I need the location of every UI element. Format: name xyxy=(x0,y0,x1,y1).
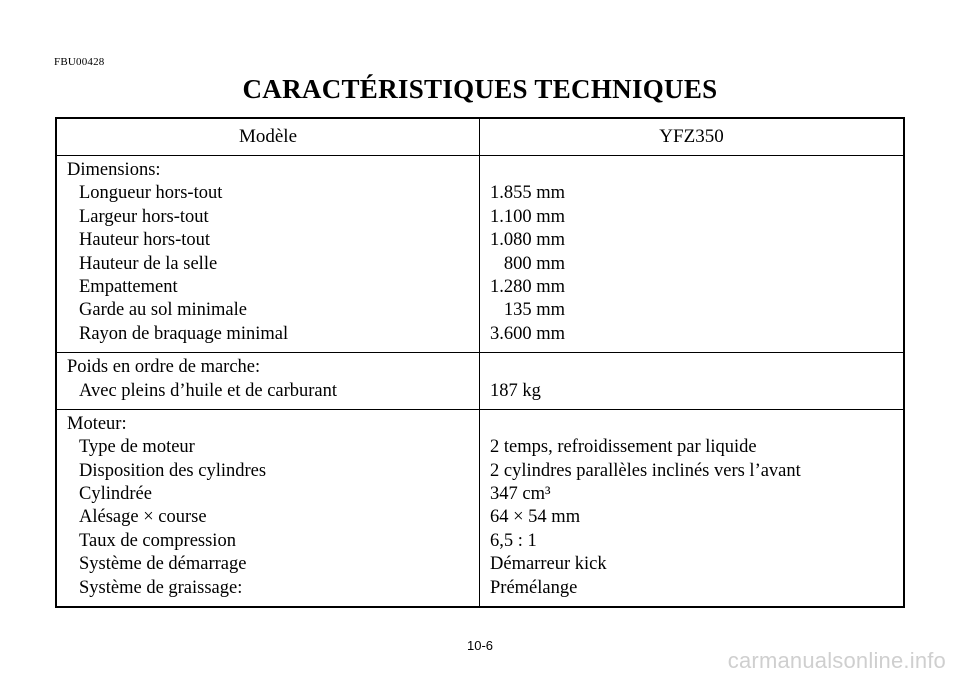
spacer xyxy=(490,356,903,379)
section-heading: Dimensions: xyxy=(67,160,161,180)
spacer xyxy=(490,159,903,182)
watermark: carmanualsonline.info xyxy=(727,648,946,673)
spec-value: 64 × 54 mm xyxy=(490,507,581,528)
table-header-row xyxy=(57,119,903,155)
spec-label: Empattement xyxy=(79,276,178,297)
spec-label: Avec pleins d’huile et de carburant xyxy=(79,380,338,401)
spec-value: Prémélange xyxy=(490,577,578,598)
section-heading: Poids en ordre de marche: xyxy=(67,357,261,378)
spec-label: Système de démarrage xyxy=(79,554,247,575)
spec-label: Largeur hors-tout xyxy=(79,206,209,227)
spec-value: 6,5 : 1 xyxy=(490,530,537,551)
engine-values xyxy=(480,410,903,606)
spec-value: 1.280 mm xyxy=(490,276,566,297)
spec-value: 3.600 mm xyxy=(490,323,566,344)
spec-value: Démarreur kick xyxy=(490,554,607,575)
header-model-label: Modèle xyxy=(57,119,480,155)
spec-value: 2 temps, refroidissement par liquide xyxy=(490,437,757,458)
weight-values xyxy=(480,353,903,409)
section-heading: Moteur: xyxy=(67,413,127,434)
weight-labels xyxy=(57,353,480,409)
spec-label: Système de graissage: xyxy=(79,577,243,598)
document-code: FBU00428 xyxy=(54,56,105,68)
spec-label: Cylindrée xyxy=(79,484,152,505)
spec-value: 347 cm³ xyxy=(490,484,551,505)
header-model-value: YFZ350 xyxy=(659,126,724,147)
spec-label: Hauteur de la selle xyxy=(79,253,218,274)
spec-label: Disposition des cylindres xyxy=(79,460,267,481)
spec-label: Alésage × course xyxy=(79,507,207,528)
spec-label: Rayon de braquage minimal xyxy=(79,323,289,344)
spec-label: Garde au sol minimale xyxy=(79,300,247,321)
spec-value: 1.080 mm xyxy=(490,230,566,251)
spec-label: Hauteur hors-tout xyxy=(79,230,211,251)
page-title: CARACTÉRISTIQUES TECHNIQUES xyxy=(242,74,718,104)
spec-value: 135 mm xyxy=(490,300,566,321)
spec-value: 1.855 mm xyxy=(490,183,566,204)
page-number: 10-6 xyxy=(466,638,494,653)
spec-label: Taux de compression xyxy=(79,530,236,551)
section-dimensions xyxy=(57,155,903,352)
spec-value: 187 kg xyxy=(490,380,541,401)
spec-label: Type de moteur xyxy=(79,437,195,458)
spec-label: Longueur hors-tout xyxy=(79,183,223,204)
spec-value: 800 mm xyxy=(490,253,566,274)
dimensions-labels xyxy=(57,156,480,352)
spec-value: 2 cylindres parallèles inclinés vers l’avant xyxy=(490,460,801,481)
engine-labels xyxy=(57,410,480,606)
spacer xyxy=(490,413,903,436)
spec-table xyxy=(55,117,905,608)
section-engine xyxy=(57,409,903,606)
section-weight xyxy=(57,352,903,409)
dimensions-values xyxy=(480,156,903,352)
spec-value: 1.100 mm xyxy=(490,206,566,227)
